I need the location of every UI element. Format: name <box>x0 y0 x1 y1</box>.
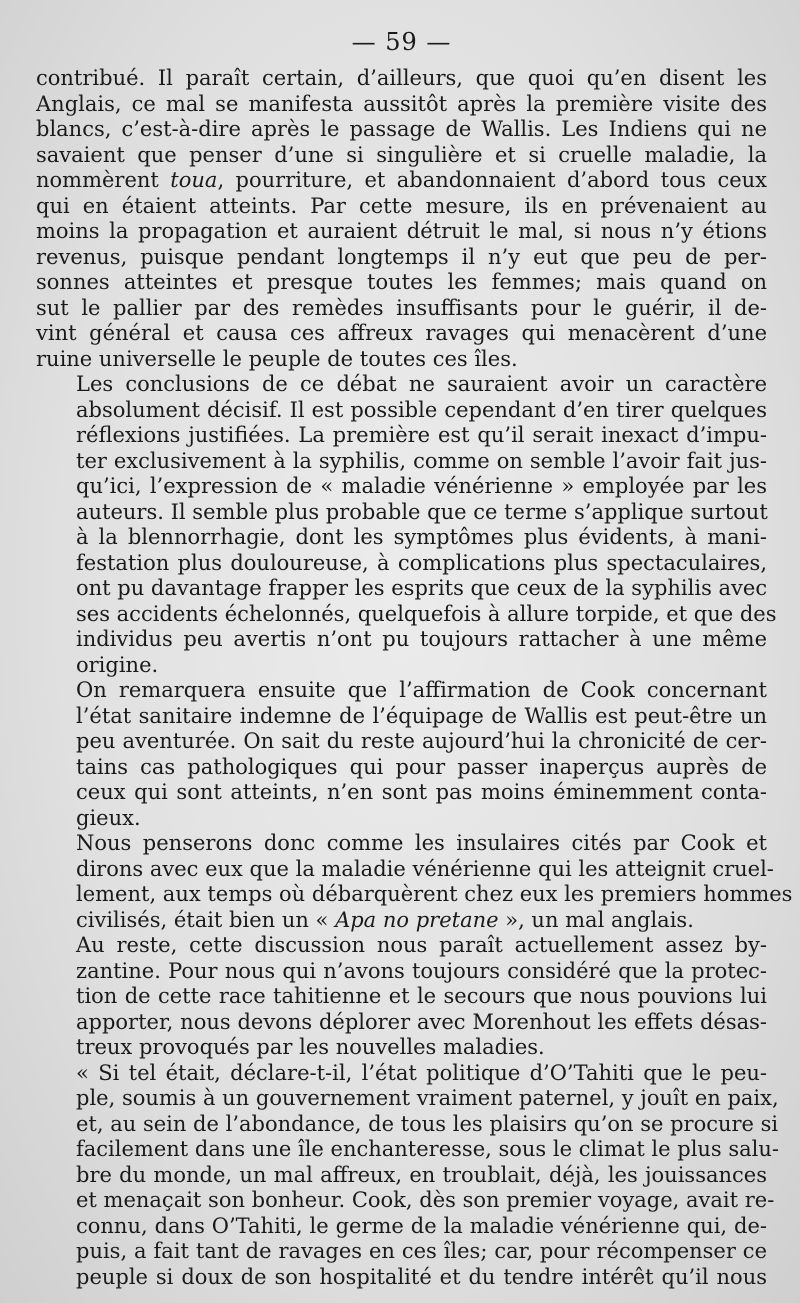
text-line: savaient que penser d’une si singulière et si cruelle maladie, la <box>36 142 767 167</box>
text-line: Les conclusions de ce débat ne sauraient avoir un caractère <box>76 372 767 396</box>
text-line: « Si tel était, déclare-t-il, l’état politique d’O’Tahiti que le peu- <box>76 1060 767 1085</box>
text-line: nommèrent toua, pourriture, et abandonnaient d’abord tous ceux <box>36 168 767 192</box>
text-line: Au reste, cette discussion nous paraît actuellement assez by- <box>76 933 767 957</box>
text-line: civilisés, était bien un « Apa no pretane », un mal anglais. <box>76 907 694 932</box>
text-line: bre du monde, un mal affreux, en troublait, déjà, les jouissances <box>76 1162 767 1187</box>
text-line: vint général et causa ces affreux ravages qui menacèrent d’une <box>36 321 767 345</box>
text-line: blancs, c’est-à-dire après le passage de Wallis. Les Indiens qui ne <box>36 117 767 141</box>
text-line: treux provoqués par les nouvelles maladies. <box>76 1035 545 1059</box>
text-line: qu’ici, l’expression de « maladie vénérienne » employée par les <box>76 474 767 498</box>
paragraph <box>36 933 767 1061</box>
text-line: ter exclusivement à la syphilis, comme on semble l’avoir fait jus- <box>76 448 767 473</box>
text-line: peu aventurée. On sait du reste aujourd’hui la chronicité de cer- <box>76 729 767 753</box>
text-line: Nous penserons donc comme les insulaires cités par Cook et <box>76 831 767 855</box>
text-line: connu, dans O’Tahiti, le germe de la maladie vénérienne qui, de- <box>76 1213 767 1238</box>
page-number: — 59 — <box>351 28 452 56</box>
text-line: et, au sein de l’abondance, de tous les plaisirs qu’on se procure si <box>76 1111 779 1136</box>
text-line: revenus, puisque pendant longtemps il n’y eut que peu de per- <box>36 244 767 269</box>
text-line: zantine. Pour nous qui n’avons toujours considéré que la protec- <box>76 958 767 983</box>
text-line: ruine universelle le peuple de toutes ces îles. <box>36 346 518 371</box>
text-line: On remarquera ensuite que l’affirmation de Cook concernant <box>76 678 767 702</box>
paragraph <box>36 678 767 831</box>
text-line: Anglais, ce mal se manifesta aussitôt après la première visite des <box>36 91 767 116</box>
text-line: apporter, nous devons déplorer avec Morenhout les effets désas- <box>76 1009 767 1034</box>
text-line: individus peu avertis n’ont pu toujours rattacher à une même <box>76 627 767 651</box>
text-line: réflexions justifiées. La première est qu’il serait inexact d’impu- <box>76 423 767 447</box>
text-line: l’état sanitaire indemne de l’équipage de Wallis est peut-être un <box>76 703 767 728</box>
text-line: à la blennorrhagie, dont les symptômes plus évidents, à mani- <box>76 525 767 549</box>
text-line: moins la propagation et auraient détruit le mal, si nous n’y étions <box>36 219 767 243</box>
paragraph <box>36 1060 780 1291</box>
text-line: dirons avec eux que la maladie vénérienne qui les atteignit cruel- <box>76 856 774 881</box>
paragraph <box>36 66 767 372</box>
text-line: origine. <box>76 652 159 677</box>
text-line: tion de cette race tahitienne et le secours que nous pouvions lui <box>76 984 767 1008</box>
text-line: contribué. Il paraît certain, d’ailleurs, que quoi qu’en disent les <box>36 66 767 90</box>
paragraph <box>36 831 793 933</box>
paragraph <box>36 372 777 678</box>
text-line: ple, soumis à un gouvernement vraiment paternel, y jouît en paix, <box>76 1086 779 1110</box>
text-line: facilement dans une île enchanteresse, sous le climat le plus salu- <box>76 1137 780 1161</box>
text-line: festation plus douloureuse, à complications plus spectaculaires, <box>76 550 767 575</box>
text-line: ses accidents échelonnés, quelquefois à allure torpide, et que des <box>76 601 777 626</box>
body-text <box>36 66 793 1290</box>
text-line: tains cas pathologiques qui pour passer inaperçus auprès de <box>76 754 767 779</box>
text-line: ont pu davantage frapper les esprits que ceux de la syphilis avec <box>76 576 768 600</box>
text-line: sut le pallier par des remèdes insuffisants pour le guérir, il de- <box>36 295 767 320</box>
text-line: peuple si doux de son hospitalité et du tendre intérêt qu’il nous <box>76 1264 767 1289</box>
text-line: auteurs. Il semble plus probable que ce terme s’applique surtout <box>76 499 768 524</box>
text-line: gieux. <box>76 805 141 830</box>
text-line: puis, a fait tant de ravages en ces îles; car, pour récompenser ce <box>76 1239 767 1263</box>
text-line: ceux qui sont atteints, n’en sont pas moins éminemment conta- <box>76 780 767 804</box>
text-line: absolument décisif. Il est possible cependant d’en tirer quelques <box>76 397 767 422</box>
text-line: qui en étaient atteints. Par cette mesure, ils en prévenaient au <box>36 193 767 218</box>
text-line: lement, aux temps où débarquèrent chez eux les premiers hommes <box>76 882 793 906</box>
text-line: sonnes atteintes et presque toutes les femmes; mais quand on <box>36 270 767 294</box>
text-line: et menaçait son bonheur. Cook, dès son premier voyage, avait re- <box>76 1188 775 1212</box>
